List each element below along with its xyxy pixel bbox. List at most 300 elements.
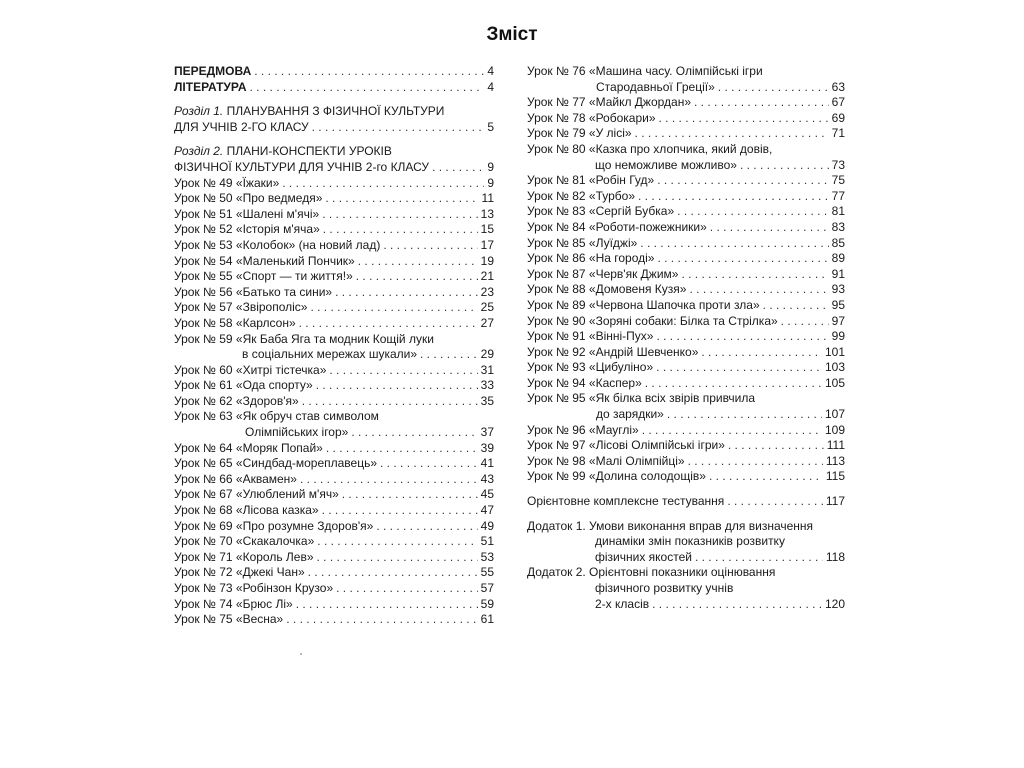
dot-leader [251, 64, 484, 80]
toc-entry[interactable] [174, 612, 494, 628]
page-number: 39 [480, 440, 494, 455]
page-number: 35 [480, 393, 494, 408]
toc-entry[interactable] [174, 441, 494, 457]
toc-entry[interactable] [174, 456, 494, 472]
dot-leader [707, 220, 829, 236]
toc-entry[interactable] [174, 238, 494, 254]
toc-entry[interactable] [174, 316, 494, 332]
section-gap [174, 95, 494, 104]
dot-leader [654, 173, 828, 189]
toc-entry[interactable] [527, 173, 845, 189]
toc-line [527, 220, 845, 236]
toc-entry[interactable] [174, 394, 494, 410]
toc-line [527, 565, 845, 581]
toc-entry[interactable] [527, 454, 845, 470]
section-gap [527, 485, 845, 494]
page-number: 83 [831, 219, 845, 234]
dot-leader [293, 597, 478, 613]
dot-leader [760, 298, 829, 314]
toc-line [174, 120, 494, 136]
page-number: 21 [480, 269, 494, 284]
toc-entry[interactable] [527, 189, 845, 205]
page-number: 85 [831, 235, 845, 250]
toc-entry[interactable] [527, 423, 845, 439]
entry-title: ЛІТЕРАТУРА [174, 79, 247, 94]
toc-line [527, 391, 845, 407]
entry-title: Урок № 70 «Скакалочка» [174, 534, 315, 549]
toc-line [527, 80, 845, 96]
page-number: 109 [824, 422, 845, 437]
toc-column-right [527, 64, 845, 612]
page-number: 33 [480, 378, 494, 393]
section-gap [174, 135, 494, 144]
dot-leader [309, 120, 485, 136]
toc-entry[interactable] [527, 345, 845, 361]
page-number: 63 [831, 79, 845, 94]
page-number: 120 [824, 596, 845, 611]
dot-leader [377, 456, 478, 472]
toc-line [527, 64, 845, 80]
toc-entry[interactable] [174, 144, 494, 175]
page-number: 117 [825, 494, 845, 509]
entry-title: Урок № 63 «Як обруч став символом [174, 409, 379, 424]
page-number: 113 [825, 453, 845, 468]
toc-entry[interactable] [174, 519, 494, 535]
toc-line [174, 64, 494, 80]
page-number: 13 [480, 206, 494, 221]
entry-title: Урок № 73 «Робінзон Крузо» [174, 581, 334, 595]
entry-title: Урок № 71 «Король Лев» [174, 549, 314, 564]
page-number: 67 [831, 95, 845, 110]
toc-line [527, 282, 845, 298]
page-number: 57 [480, 581, 494, 595]
page-number: 19 [480, 253, 494, 268]
dot-leader [279, 176, 484, 192]
entry-title: до зарядки» [596, 407, 664, 422]
page-number: 49 [480, 518, 494, 533]
toc-line [174, 300, 494, 316]
toc-entry[interactable] [527, 236, 845, 252]
toc-line [527, 251, 845, 267]
toc-entry[interactable] [527, 298, 845, 314]
dot-leader [333, 581, 478, 597]
toc-line [174, 456, 494, 472]
entry-title: Урок № 99 «Долина солодощів» [527, 469, 706, 484]
dot-leader [332, 285, 478, 301]
page-number: 5 [487, 119, 494, 134]
page-number: 55 [480, 565, 494, 580]
toc-line [174, 503, 494, 519]
entry-title: Урок № 88 «Домовеня Кузя» [527, 282, 687, 297]
toc-line [174, 104, 494, 120]
toc-line [174, 285, 494, 301]
toc-line [174, 269, 494, 285]
toc-line [527, 494, 845, 510]
dot-leader [637, 236, 828, 252]
page-number: 73 [831, 157, 845, 172]
page-number: 43 [480, 471, 494, 486]
page-number: 47 [480, 503, 494, 518]
entry-title: Додаток 2. Орієнтовні показники оцінювання [527, 565, 776, 580]
toc-entry[interactable] [174, 254, 494, 270]
toc-entry[interactable] [527, 360, 845, 376]
page-number: 11 [481, 191, 494, 206]
entry-title: Урок № 77 «Майкл Джордан» [527, 95, 692, 110]
dot-leader [778, 314, 829, 330]
toc-entry[interactable] [527, 565, 845, 612]
section-gap [527, 510, 845, 519]
toc-line [174, 144, 494, 160]
toc-line [174, 581, 494, 597]
toc-line [527, 454, 845, 470]
dot-leader [313, 378, 478, 394]
section-prefix: Розділ 2. [174, 144, 224, 159]
toc-entry[interactable] [527, 204, 845, 220]
toc-line [174, 472, 494, 488]
toc-line [527, 550, 845, 566]
dot-leader [685, 454, 823, 470]
page-number: 107 [824, 407, 845, 422]
dot-leader [417, 347, 478, 363]
entry-title: Урок № 51 «Шалені м'ячі» [174, 206, 320, 221]
entry-title: Додаток 1. Умови виконання вправ для визначення [527, 518, 814, 533]
toc-line [174, 160, 494, 176]
dot-leader [247, 80, 485, 96]
entry-title: 2-х класів [595, 596, 650, 611]
toc-entry[interactable] [174, 363, 494, 379]
section-title: ДЛЯ УЧНІВ 2-ГО КЛАСУ [174, 119, 309, 134]
dot-leader [737, 158, 829, 174]
entry-title: фізичних якостей [595, 549, 692, 564]
dot-leader [373, 519, 477, 535]
entry-title: динаміки змін показників розвитку [595, 534, 785, 549]
dot-leader [654, 251, 828, 267]
dot-leader [724, 494, 823, 510]
entry-title: Урок № 60 «Хитрі тістечка» [174, 362, 327, 377]
toc-entry[interactable] [174, 503, 494, 519]
toc-line [527, 173, 845, 189]
entry-title: Урок № 72 «Джекі Чан» [174, 565, 305, 580]
toc-line [174, 332, 494, 348]
toc-line [527, 519, 845, 535]
entry-title: Урок № 68 «Лісова казка» [174, 503, 319, 518]
page-number: 103 [824, 360, 845, 375]
dot-leader [698, 345, 822, 361]
toc-entry[interactable] [527, 314, 845, 330]
entry-title: Урок № 59 «Як Баба Яга та модник Кощій луки [174, 331, 434, 346]
entry-title: Урок № 94 «Каспер» [527, 375, 642, 390]
page-number: 118 [825, 549, 845, 564]
toc-line [527, 597, 845, 613]
toc-entry[interactable] [174, 378, 494, 394]
entry-title: Урок № 78 «Робокари» [527, 110, 656, 125]
toc-entry[interactable] [174, 285, 494, 301]
page-number: 4 [487, 79, 494, 94]
toc-entry[interactable] [174, 472, 494, 488]
toc-line [174, 80, 494, 96]
toc-line [527, 438, 845, 454]
page-number: 59 [480, 596, 494, 611]
entry-title: Урок № 86 «На городі» [527, 251, 655, 266]
entry-title: Урок № 64 «Моряк Попай» [174, 440, 323, 455]
entry-title: Урок № 87 «Черв'як Джим» [527, 266, 679, 281]
toc-line [174, 316, 494, 332]
toc-line [527, 314, 845, 330]
page-number: 37 [480, 425, 494, 440]
entry-title: Урок № 97 «Лісові Олімпійські ігри» [527, 438, 725, 453]
toc-entry[interactable] [174, 64, 494, 80]
page-number: 17 [480, 237, 494, 252]
entry-title: Урок № 91 «Вінні-Пух» [527, 329, 654, 344]
entry-title: Урок № 98 «Малі Олімпійці» [527, 453, 685, 468]
dot-leader [319, 207, 477, 223]
toc-line [174, 207, 494, 223]
toc-entry[interactable] [174, 597, 494, 613]
entry-title: Урок № 49 «Їжаки» [174, 175, 280, 190]
page-number: 51 [480, 534, 494, 549]
entry-title: Урок № 56 «Батько та сини» [174, 284, 333, 299]
entry-title: Урок № 76 «Машина часу. Олімпійські ігри [527, 64, 763, 78]
toc-line [527, 236, 845, 252]
dot-leader [649, 597, 822, 613]
toc-entry[interactable] [174, 565, 494, 581]
entry-title: Урок № 96 «Мауглі» [527, 422, 639, 437]
toc-line [174, 425, 494, 441]
dot-leader [632, 126, 829, 142]
toc-line [174, 394, 494, 410]
page-number: 25 [480, 300, 494, 315]
dot-leader [297, 472, 478, 488]
toc-line [527, 298, 845, 314]
toc-entry[interactable] [527, 111, 845, 127]
entry-title: Урок № 95 «Як білка всіх звірів привчила [527, 391, 756, 406]
toc-line [527, 142, 845, 158]
page-number: 61 [480, 612, 494, 627]
dot-leader [355, 254, 478, 270]
entry-title: в соціальних мережах шукали» [242, 347, 418, 362]
page-number: 77 [831, 188, 845, 203]
page-number: 15 [480, 222, 494, 237]
dot-leader [320, 222, 478, 238]
dot-leader [678, 267, 828, 283]
toc-entry[interactable] [527, 95, 845, 111]
toc-entry[interactable] [527, 282, 845, 298]
entry-title: Урок № 61 «Ода спорту» [174, 378, 313, 393]
page-number: 91 [831, 266, 845, 281]
toc-line [174, 565, 494, 581]
toc-line [527, 581, 845, 597]
entry-title: Орієнтовне комплексне тестування [527, 494, 725, 509]
toc-entry[interactable] [527, 64, 845, 95]
page-number: 69 [831, 110, 845, 125]
toc-line [174, 487, 494, 503]
page-number: 53 [480, 549, 494, 564]
dot-leader [380, 238, 477, 254]
page-number: 93 [831, 282, 845, 297]
toc-entry[interactable] [174, 300, 494, 316]
section-title: ФІЗИЧНОЇ КУЛЬТУРИ ДЛЯ УЧНІВ 2-го КЛАСУ [174, 159, 430, 174]
entry-title: Урок № 90 «Зоряні собаки: Білка та Стрілка» [527, 313, 778, 328]
dot-leader [653, 360, 822, 376]
dot-leader [307, 300, 477, 316]
toc-line [527, 534, 845, 550]
dot-leader [686, 282, 828, 298]
dot-leader [319, 503, 478, 519]
entry-title: Урок № 69 «Про розумне Здоров'я» [174, 518, 374, 533]
toc-entry[interactable] [174, 534, 494, 550]
entry-title: Урок № 80 «Казка про хлопчика, який довів, [527, 141, 773, 156]
entry-title: Урок № 75 «Весна» [174, 612, 284, 627]
toc-entry[interactable] [527, 126, 845, 142]
toc-entry[interactable] [527, 251, 845, 267]
entry-title: Стародавньої Греції» [596, 79, 715, 94]
page-number: 115 [825, 469, 845, 484]
page-number: 29 [480, 347, 494, 362]
dot-leader [706, 469, 823, 485]
entry-title: Урок № 58 «Карлсон» [174, 315, 296, 330]
toc-entry[interactable] [527, 376, 845, 392]
entry-title: Урок № 74 «Брюс Лі» [174, 596, 293, 611]
section-prefix: Розділ 1. [174, 104, 224, 119]
page-number: 27 [480, 315, 494, 330]
toc-line [174, 409, 494, 425]
toc-entry[interactable] [174, 176, 494, 192]
toc-line [174, 363, 494, 379]
toc-line [174, 254, 494, 270]
toc-line [174, 597, 494, 613]
toc-line [527, 126, 845, 142]
page-number: 71 [831, 126, 845, 141]
toc-line [527, 204, 845, 220]
entry-title: Урок № 92 «Андрій Шевченко» [527, 344, 699, 359]
page-number: 99 [831, 329, 845, 344]
entry-title: Урок № 82 «Турбо» [527, 188, 635, 203]
entry-title: Урок № 50 «Про ведмедя» [174, 191, 323, 206]
toc-line [174, 347, 494, 363]
dot-leader [323, 441, 478, 457]
entry-title: Урок № 53 «Колобок» (на новий лад) [174, 237, 381, 252]
entry-title: Урок № 79 «У лісі» [527, 126, 632, 141]
toc-entry[interactable] [527, 519, 845, 566]
dot-leader [715, 80, 829, 96]
entry-title: Урок № 54 «Маленький Пончик» [174, 253, 355, 268]
toc-line [174, 378, 494, 394]
toc-line [527, 329, 845, 345]
dot-leader [305, 565, 478, 581]
toc-entry[interactable] [527, 494, 845, 510]
dot-leader [322, 191, 478, 207]
entry-title: ПЕРЕДМОВА [174, 64, 252, 78]
toc-line [527, 360, 845, 376]
toc-entry[interactable] [174, 409, 494, 440]
toc-line [527, 189, 845, 205]
dot-leader [339, 487, 478, 503]
entry-title: Олімпійських ігор» [245, 425, 349, 440]
entry-title: Урок № 57 «Звірополіс» [174, 300, 308, 315]
dot-leader [314, 550, 478, 566]
dot-leader [692, 550, 823, 566]
entry-title: Урок № 85 «Луїджі» [527, 235, 638, 250]
dot-leader [656, 111, 829, 127]
toc-entry[interactable] [174, 207, 494, 223]
dot-leader [348, 425, 477, 441]
toc-entry[interactable] [527, 469, 845, 485]
toc-column-left [174, 64, 494, 628]
toc-entry[interactable] [174, 104, 494, 135]
toc-entry[interactable] [174, 332, 494, 363]
page-number: 111 [826, 438, 845, 453]
toc-entry[interactable] [174, 222, 494, 238]
page-number: 45 [480, 487, 494, 502]
toc-line [174, 550, 494, 566]
toc-entry[interactable] [174, 581, 494, 597]
toc-line [174, 534, 494, 550]
entry-title: Урок № 62 «Здоров'я» [174, 393, 299, 408]
toc-line [527, 158, 845, 174]
entry-title: Урок № 65 «Синдбад-мореплавець» [174, 456, 378, 471]
dot-leader [326, 363, 477, 379]
section-title-text: ПЛАНУВАННЯ З ФІЗИЧНОЇ КУЛЬТУРИ [226, 104, 445, 119]
toc-entry[interactable] [527, 329, 845, 345]
toc-line [527, 345, 845, 361]
entry-title: Урок № 81 «Робін Гуд» [527, 173, 655, 188]
dot-leader [639, 423, 822, 439]
dot-leader [653, 329, 828, 345]
paper-speck [300, 653, 302, 655]
entry-title: Урок № 93 «Цибуліно» [527, 360, 654, 375]
dot-leader [691, 95, 829, 111]
entry-title: що неможливе можливо» [595, 157, 737, 172]
toc-line [174, 441, 494, 457]
toc-entry[interactable] [174, 487, 494, 503]
toc-line [527, 376, 845, 392]
page-number: 97 [831, 313, 845, 328]
toc-entry[interactable] [527, 391, 845, 422]
section-title [174, 144, 392, 160]
dot-leader [299, 394, 478, 410]
toc-entry[interactable] [174, 191, 494, 207]
dot-leader [296, 316, 478, 332]
toc-entry[interactable] [527, 438, 845, 454]
toc-entry[interactable] [174, 269, 494, 285]
page-number: 95 [831, 297, 845, 312]
toc-entry[interactable] [527, 267, 845, 283]
toc-line [174, 238, 494, 254]
section-title [174, 104, 444, 120]
dot-leader [429, 160, 484, 176]
toc-line [174, 191, 494, 207]
toc-entry[interactable] [174, 80, 494, 96]
entry-title: Урок № 66 «Аквамен» [174, 471, 297, 486]
entry-title: Урок № 83 «Сергій Бубка» [527, 204, 675, 219]
dot-leader [283, 612, 477, 628]
toc-entry[interactable] [174, 550, 494, 566]
dot-leader [674, 204, 828, 220]
dot-leader [725, 438, 824, 454]
page-title: Зміст [486, 24, 538, 45]
toc-line [527, 111, 845, 127]
entry-title: Урок № 89 «Червона Шапочка проти зла» [527, 297, 760, 312]
toc-entry[interactable] [527, 142, 845, 173]
section-title-text: ПЛАНИ-КОНСПЕКТИ УРОКІВ [226, 144, 392, 159]
page-number: 81 [831, 204, 845, 219]
toc-entry[interactable] [527, 220, 845, 236]
dot-leader [635, 189, 829, 205]
dot-leader [664, 407, 822, 423]
page-number: 9 [487, 175, 494, 190]
toc-line [527, 423, 845, 439]
entry-title: фізичного розвитку учнів [595, 581, 734, 595]
